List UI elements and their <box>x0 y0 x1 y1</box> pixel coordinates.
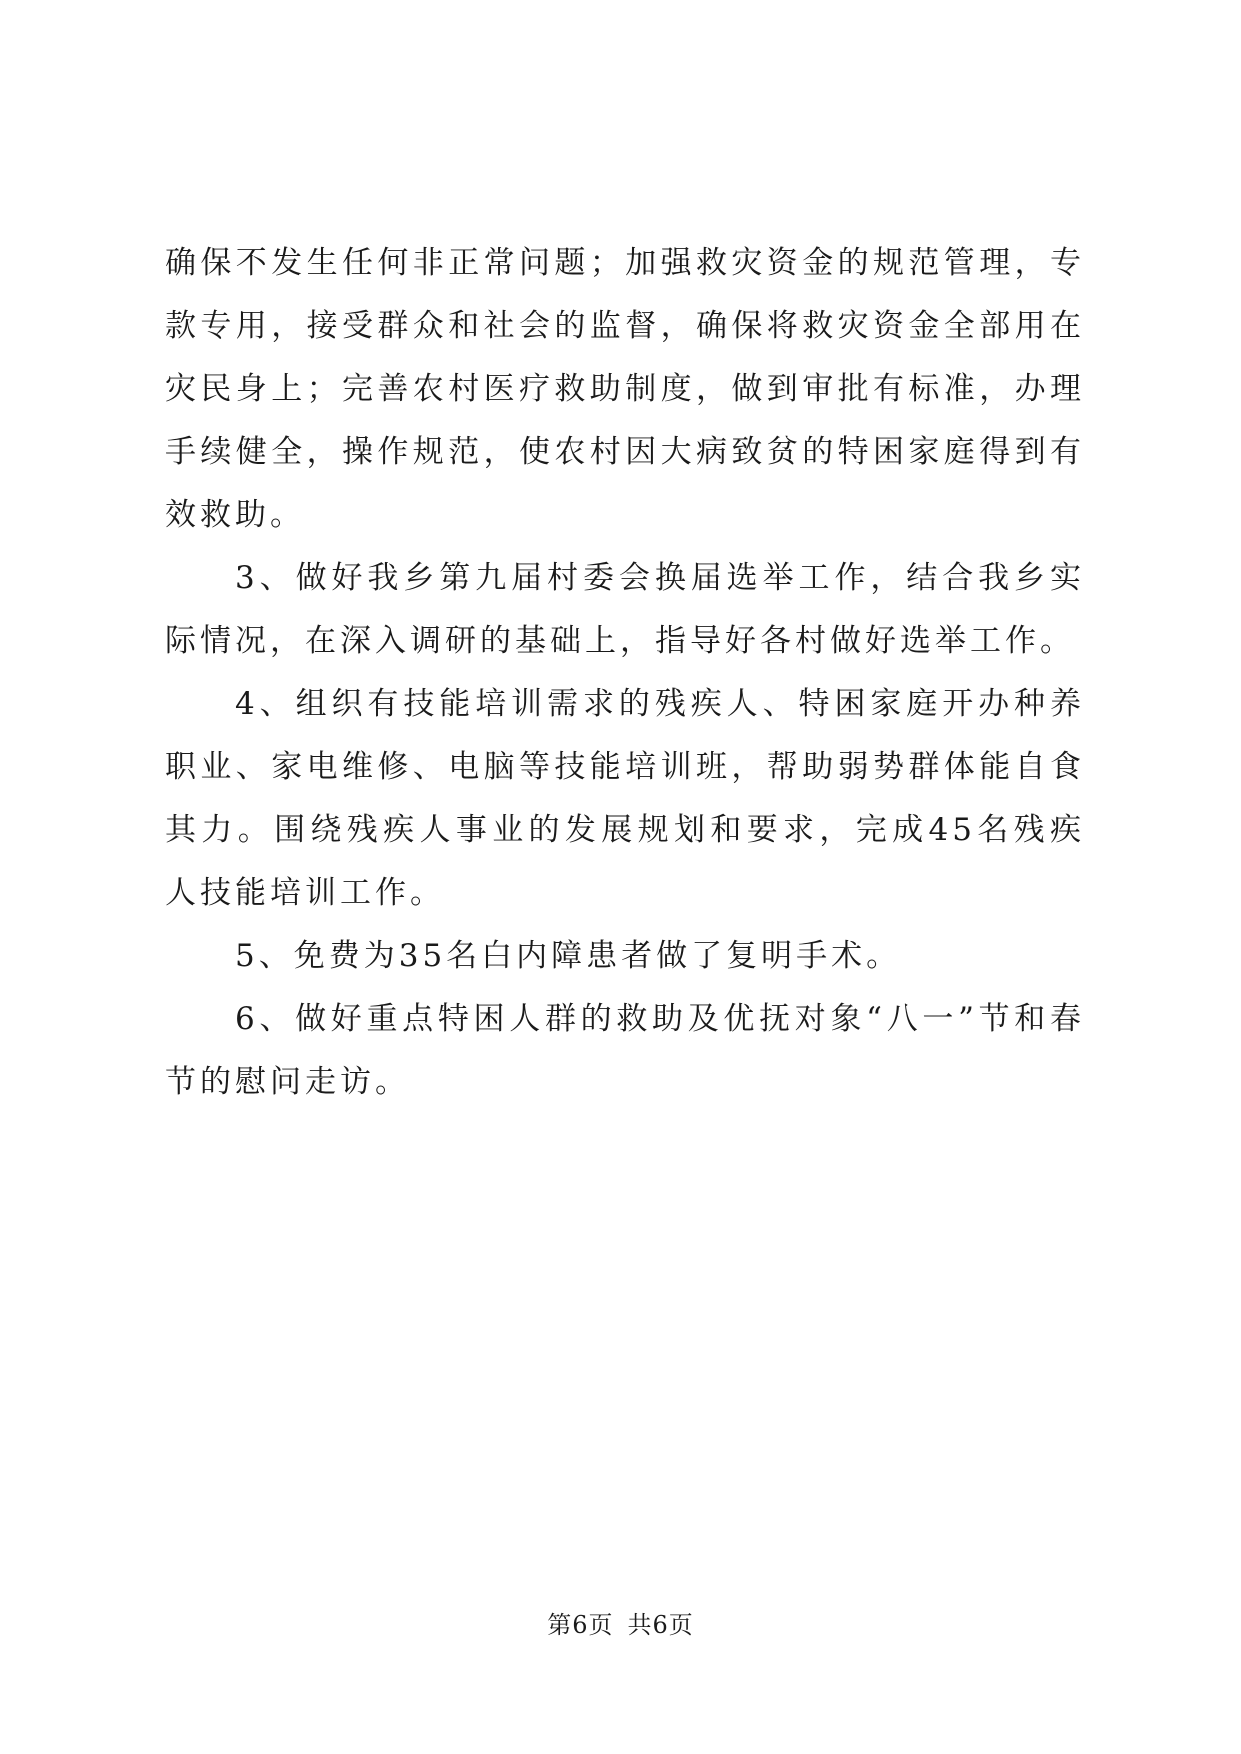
paragraph-item-6: 6、做好重点特困人群的救助及优抚对象“八一”节和春节的慰问走访。 <box>165 1001 1085 1100</box>
document-body <box>165 232 1085 1114</box>
page-footer <box>0 1605 1241 1640</box>
paragraph-item-5: 5、免费为35名白内障患者做了复明手术。 <box>235 938 902 974</box>
page-total: 共6页 <box>627 1611 694 1639</box>
paragraph-continuation: 确保不发生任何非正常问题；加强救灾资金的规范管理，专款专用，接受群众和社会的监督，确保将救灾资金全部用在灾民身上；完善农村医疗救助制度，做到审批有标准，办理手续健全，操作规范，使农村因大病致贫的特困家庭得到有效救助。 <box>165 245 1085 533</box>
paragraph-item-4: 4、组织有技能培训需求的残疾人、特困家庭开办种养职业、家电维修、电脑等技能培训班，帮助弱势群体能自食其力。围绕残疾人事业的发展规划和要求，完成45名残疾人技能培训工作。 <box>165 686 1085 911</box>
page-number: 第6页 <box>547 1611 614 1639</box>
paragraph-item-3: 3、做好我乡第九届村委会换届选举工作，结合我乡实际情况，在深入调研的基础上，指导好各村做好选举工作。 <box>165 560 1085 659</box>
